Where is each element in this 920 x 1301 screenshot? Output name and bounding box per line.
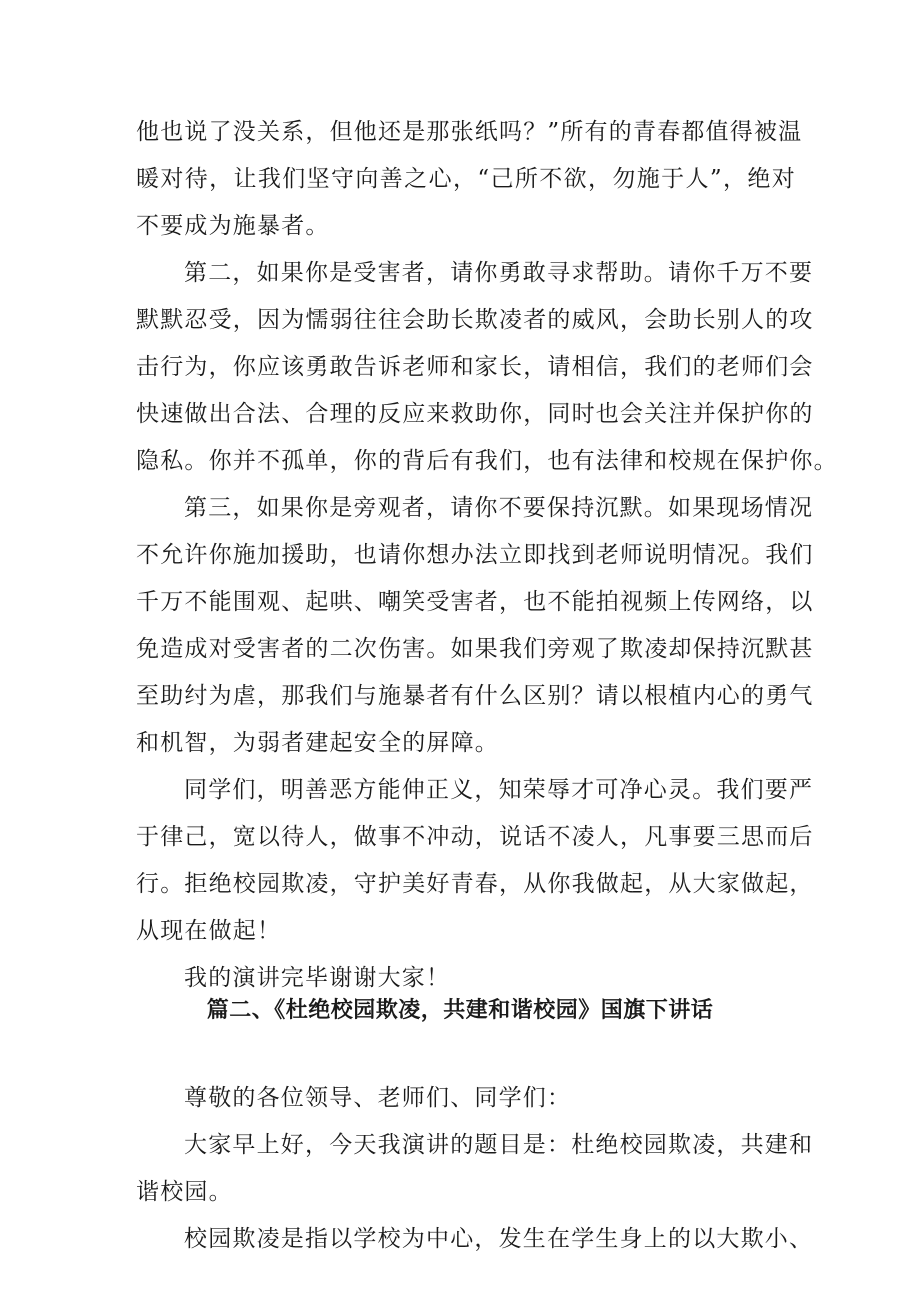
text-line: 同学们，明善恶方能伸正义，知荣辱才可净心灵。我们要严 — [184, 777, 814, 803]
text-line: 他也说了没关系，但他还是那张纸吗？”所有的青春都值得被温 — [136, 119, 803, 145]
text-line: 不允许你施加援助，也请你想办法立即找到老师说明情况。我们 — [136, 542, 814, 568]
text-line: 击行为，你应该勇敢告诉老师和家长，请相信，我们的老师们会 — [136, 354, 814, 380]
text-line: 从现在做起！ — [136, 918, 282, 944]
text-line: 我的演讲完毕谢谢大家！ — [184, 965, 451, 991]
section-heading: 篇二、《杜绝校园欺凌，共建和谐校园》国旗下讲话 — [206, 998, 714, 1023]
text-line: 和机智，为弱者建起安全的屏障。 — [136, 730, 499, 756]
text-line: 尊敬的各位领导、老师们、同学们： — [184, 1085, 572, 1111]
text-line: 默默忍受，因为懦弱往往会助长欺凌者的威风，会助长别人的攻 — [136, 307, 814, 333]
text-line: 不要成为施暴者。 — [136, 213, 330, 239]
text-line: 第三，如果你是旁观者，请你不要保持沉默。如果现场情况 — [184, 495, 814, 521]
text-line: 免造成对受害者的二次伤害。如果我们旁观了欺凌却保持沉默甚 — [136, 636, 814, 662]
text-line: 大家早上好，今天我演讲的题目是：杜绝校园欺凌，共建和 — [184, 1132, 814, 1158]
text-line: 谐校园。 — [136, 1179, 233, 1205]
text-line: 校园欺凌是指以学校为中心，发生在学生身上的以大欺小、 — [184, 1226, 814, 1252]
text-line: 行。拒绝校园欺凌，守护美好青春，从你我做起，从大家做起， — [136, 871, 814, 897]
text-line: 千万不能围观、起哄、嘲笑受害者，也不能拍视频上传网络，以 — [136, 589, 814, 615]
text-line: 第二，如果你是受害者，请你勇敢寻求帮助。请你千万不要 — [184, 260, 814, 286]
text-line: 暖对待，让我们坚守向善之心，“己所不欲，勿施于人”，绝对 — [136, 166, 796, 192]
text-line: 于律己，宽以待人，做事不冲动，说话不凌人，凡事要三思而后 — [136, 824, 814, 850]
text-line: 快速做出合法、合理的反应来救助你，同时也会关注并保护你的 — [136, 401, 814, 427]
text-line: 隐私。你并不孤单，你的背后有我们，也有法律和校规在保护你。 — [136, 448, 838, 474]
text-line: 至助纣为虐，那我们与施暴者有什么区别？请以根植内心的勇气 — [136, 683, 814, 709]
